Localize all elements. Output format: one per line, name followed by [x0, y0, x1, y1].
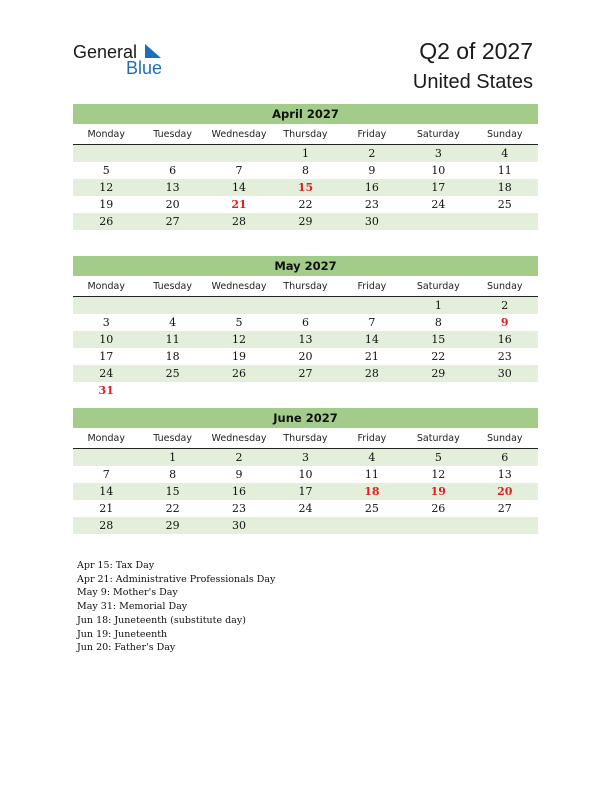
day-cell: 7: [235, 164, 243, 177]
day-cell: 8: [434, 316, 442, 329]
day-cell: 30: [232, 519, 247, 532]
weekday-label: Wednesday: [211, 433, 267, 444]
day-cell: 1: [434, 299, 442, 312]
day-cell: 30: [364, 215, 379, 228]
holiday-note: May 31: Memorial Day: [77, 601, 188, 613]
day-cell: [339, 297, 405, 314]
day-cell: 22: [165, 502, 180, 515]
day-cell: 13: [298, 333, 313, 346]
day-cell: 14: [232, 181, 247, 194]
week-row: [73, 365, 538, 382]
day-cell: 14: [364, 333, 379, 346]
day-cell: 3: [102, 316, 110, 329]
holiday-note: May 9: Mother's Day: [77, 587, 178, 599]
logo-text-general: General: [73, 42, 138, 62]
day-cell: 15: [165, 485, 180, 498]
day-cell: 28: [232, 215, 247, 228]
day-cell: 12: [232, 333, 247, 346]
weekday-label: Saturday: [416, 281, 460, 292]
day-cell: 12: [99, 181, 114, 194]
month-calendar-april: [73, 104, 538, 230]
day-cell: 2: [235, 451, 243, 464]
day-cell: [139, 382, 205, 399]
day-cell: [206, 145, 272, 162]
day-cell: 21: [99, 502, 114, 515]
day-cell: 29: [165, 519, 180, 532]
day-cell: 28: [364, 367, 379, 380]
day-cell: [405, 213, 471, 230]
weekday-label: Wednesday: [211, 281, 267, 292]
day-cell: 3: [301, 451, 309, 464]
week-row: [73, 382, 538, 399]
day-cell: 27: [497, 502, 512, 515]
holiday-day-cell: 20: [497, 485, 513, 498]
weekday-label: Monday: [87, 281, 125, 292]
day-cell: 11: [497, 164, 512, 177]
day-cell: 10: [298, 468, 313, 481]
day-cell: 17: [99, 350, 114, 363]
day-cell: 22: [298, 198, 313, 211]
day-cell: 18: [497, 181, 512, 194]
day-cell: [73, 297, 139, 314]
day-cell: [272, 382, 338, 399]
holiday-day-cell: 21: [231, 198, 247, 211]
month-calendar-june: [73, 408, 538, 534]
day-cell: 4: [169, 316, 177, 329]
week-row: [73, 517, 538, 534]
weeks-container: [73, 297, 538, 399]
week-row: [73, 331, 538, 348]
day-cell: 15: [431, 333, 446, 346]
weekday-label: Saturday: [416, 129, 460, 140]
day-cell: 20: [165, 198, 180, 211]
day-cell: 16: [497, 333, 512, 346]
day-cell: 7: [368, 316, 376, 329]
week-row: [73, 145, 538, 162]
weekday-label: Sunday: [486, 281, 523, 292]
month-title: April 2027: [73, 104, 538, 124]
weekday-label: Sunday: [486, 129, 523, 140]
weekday-label: Friday: [357, 281, 387, 292]
day-cell: 13: [497, 468, 512, 481]
day-cell: 4: [368, 451, 376, 464]
weekday-label: Monday: [87, 433, 125, 444]
week-row: [73, 449, 538, 466]
weekday-header-row: [73, 431, 538, 449]
day-cell: 29: [431, 367, 446, 380]
month-title: June 2027: [73, 408, 538, 428]
weekday-label: Tuesday: [153, 129, 192, 140]
day-cell: 10: [99, 333, 114, 346]
holiday-note: Jun 20: Father's Day: [77, 642, 176, 654]
day-cell: [272, 297, 338, 314]
week-row: [73, 314, 538, 331]
day-cell: 6: [169, 164, 177, 177]
holiday-note: Jun 18: Juneteenth (substitute day): [77, 614, 246, 626]
day-cell: [272, 517, 338, 534]
day-cell: 20: [298, 350, 313, 363]
day-cell: 2: [501, 299, 509, 312]
day-cell: 8: [301, 164, 309, 177]
weeks-container: [73, 145, 538, 230]
week-row: [73, 213, 538, 230]
day-cell: [405, 382, 471, 399]
week-row: [73, 179, 538, 196]
day-cell: 3: [434, 147, 442, 160]
weekday-label: Sunday: [486, 433, 523, 444]
weekday-label: Saturday: [416, 433, 460, 444]
day-cell: 9: [235, 468, 243, 481]
day-cell: [472, 213, 538, 230]
day-cell: 7: [102, 468, 110, 481]
weekday-label: Thursday: [283, 433, 328, 444]
holiday-note: Apr 15: Tax Day: [77, 560, 155, 571]
day-cell: 17: [298, 485, 313, 498]
logo-text-blue: Blue: [126, 58, 163, 78]
day-cell: 22: [431, 350, 446, 363]
month-calendar-may: [73, 256, 538, 399]
page-title: Q2 of 2027: [419, 38, 533, 64]
holiday-day-cell: 15: [297, 181, 314, 194]
holiday-day-cell: 19: [430, 485, 446, 498]
week-row: [73, 500, 538, 517]
day-cell: 26: [431, 502, 446, 515]
week-row: [73, 196, 538, 213]
day-cell: 6: [501, 451, 509, 464]
day-cell: [206, 382, 272, 399]
day-cell: 5: [235, 316, 243, 329]
generalblue-logo: [73, 42, 173, 76]
week-row: [73, 466, 538, 483]
day-cell: 12: [431, 468, 446, 481]
holiday-day-cell: 9: [500, 316, 509, 329]
holiday-note: Jun 19: Juneteenth: [77, 628, 168, 640]
day-cell: 28: [99, 519, 114, 532]
day-cell: [73, 449, 139, 466]
day-cell: 19: [232, 350, 247, 363]
day-cell: 30: [497, 367, 512, 380]
day-cell: [472, 382, 538, 399]
day-cell: 11: [364, 468, 379, 481]
holiday-notes: [77, 559, 275, 655]
day-cell: 27: [165, 215, 180, 228]
day-cell: 24: [298, 502, 313, 515]
weeks-container: [73, 449, 538, 534]
day-cell: 29: [298, 215, 313, 228]
holiday-note: Apr 21: Administrative Professionals Day: [77, 573, 276, 585]
weekday-label: Tuesday: [153, 433, 192, 444]
day-cell: 24: [431, 198, 446, 211]
day-cell: 13: [165, 181, 180, 194]
week-row: [73, 297, 538, 314]
day-cell: 24: [99, 367, 114, 380]
month-title: May 2027: [73, 256, 538, 276]
day-cell: 14: [99, 485, 114, 498]
day-cell: 25: [165, 367, 180, 380]
day-cell: 1: [301, 147, 309, 160]
day-cell: 26: [232, 367, 247, 380]
week-row: [73, 162, 538, 179]
weekday-label: Friday: [357, 129, 387, 140]
day-cell: [472, 517, 538, 534]
day-cell: 6: [301, 316, 309, 329]
week-row: [73, 348, 538, 365]
day-cell: [339, 517, 405, 534]
day-cell: 16: [232, 485, 247, 498]
day-cell: [339, 382, 405, 399]
weekday-label: Thursday: [283, 129, 328, 140]
weekday-header-row: [73, 279, 538, 297]
day-cell: 19: [99, 198, 114, 211]
day-cell: 11: [165, 333, 180, 346]
day-cell: [206, 297, 272, 314]
day-cell: 10: [431, 164, 446, 177]
day-cell: 23: [364, 198, 379, 211]
day-cell: 23: [232, 502, 247, 515]
day-cell: 21: [364, 350, 379, 363]
day-cell: 25: [497, 198, 512, 211]
weekday-label: Friday: [357, 433, 387, 444]
day-cell: [139, 145, 205, 162]
country-label: United States: [412, 71, 533, 93]
holiday-day-cell: 31: [98, 384, 114, 397]
day-cell: 23: [497, 350, 512, 363]
day-cell: 26: [99, 215, 114, 228]
day-cell: 8: [169, 468, 177, 481]
weekday-label: Monday: [87, 129, 125, 140]
day-cell: 1: [169, 451, 177, 464]
day-cell: 2: [368, 147, 376, 160]
weekday-label: Tuesday: [153, 281, 192, 292]
weekday-label: Wednesday: [211, 129, 267, 140]
day-cell: [139, 297, 205, 314]
day-cell: 18: [165, 350, 180, 363]
day-cell: [73, 145, 139, 162]
day-cell: 17: [431, 181, 446, 194]
weekday-label: Thursday: [283, 281, 328, 292]
day-cell: 5: [434, 451, 442, 464]
day-cell: 9: [368, 164, 376, 177]
day-cell: 25: [364, 502, 379, 515]
weekday-header-row: [73, 127, 538, 145]
day-cell: 16: [364, 181, 379, 194]
day-cell: 27: [298, 367, 313, 380]
holiday-day-cell: 18: [364, 485, 380, 498]
day-cell: 4: [501, 147, 509, 160]
day-cell: [405, 517, 471, 534]
day-cell: 5: [102, 164, 110, 177]
week-row: [73, 483, 538, 500]
